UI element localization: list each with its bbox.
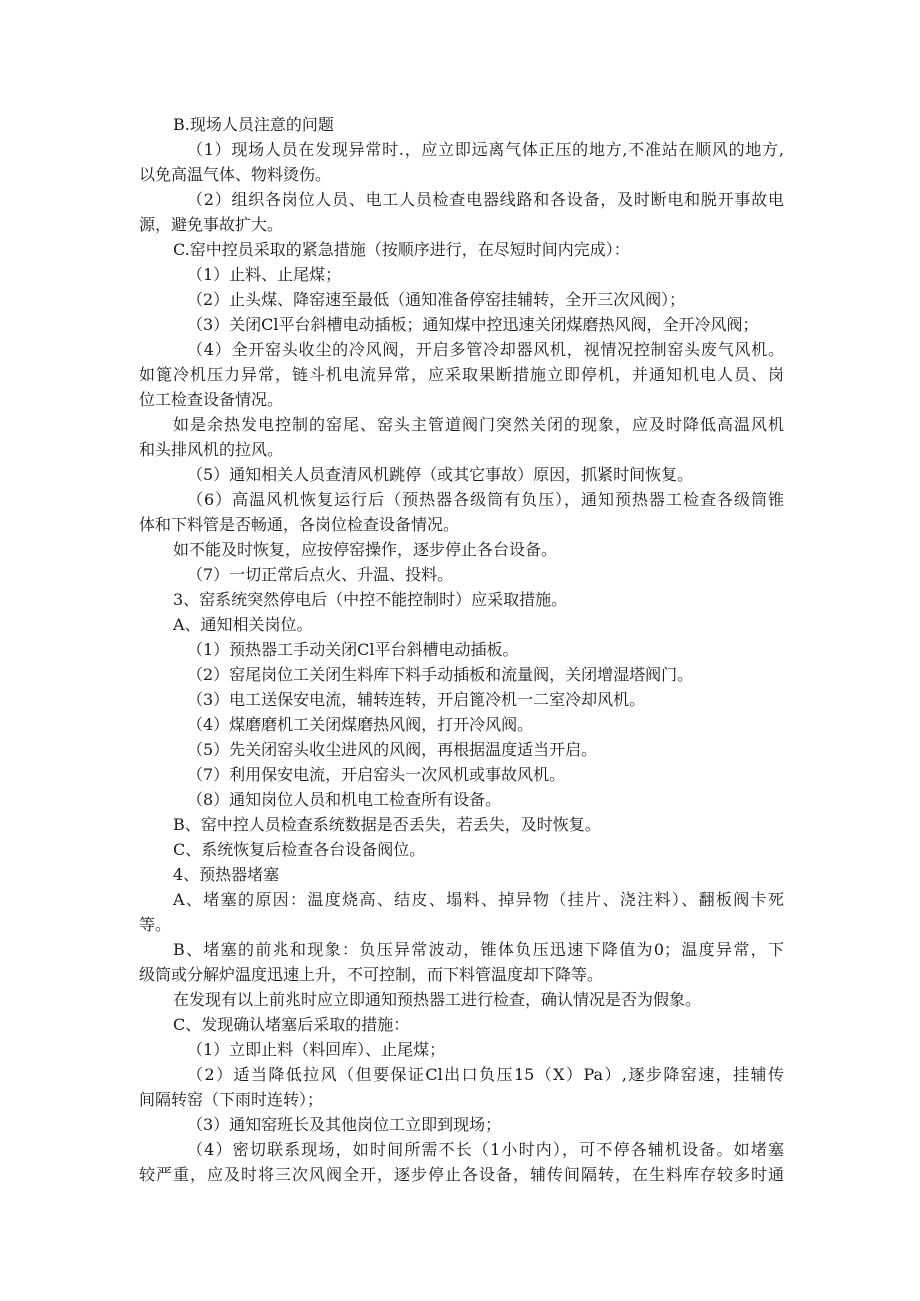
list-item: （3）关闭Cl平台斜槽电动插板；通知煤中控迅速关闭煤磨热风阀，全开冷风阀； [187,315,759,334]
paragraph-line: 间隔转窑（下雨时连转）； [139,1090,324,1109]
section-heading-a: A、通知相关岗位。 [173,615,313,634]
section-heading-b: B.现场人员注意的问题 [173,115,334,134]
paragraph-line: A、堵塞的原因：温度烧高、结皮、塌料、掉异物（挂片、浇注料）、翻板阀卡死 [173,890,784,909]
list-item: （6）高温风机恢复运行后（预热器各级筒有负压），通知预热器工检查各级筒锥 [187,490,784,509]
list-item: （5）通知相关人员查清风机跳停（或其它事故）原因，抓紧时间恢复。 [187,465,694,484]
paragraph-line: （1）现场人员在发现异常时.，应立即远离气体正压的地方,不准站在顺风的地方, [187,140,784,159]
paragraph-line: C、发现确认堵塞后采取的措施： [173,1015,410,1034]
paragraph-line: 源，避免事故扩大。 [139,215,284,234]
document-page [139,112,784,1187]
paragraph-line: 体和下料管是否畅通，各岗位检查设备情况。 [139,515,460,534]
list-item: （4）全开窑头收尘的冷风阀，开启多管冷却器风机，视情况控制窑头废气风机。 [187,340,784,359]
paragraph-line: 等。 [139,915,172,934]
list-item: （7）利用保安电流，开启窑头一次风机或事故风机。 [187,765,566,784]
list-item: （2）止头煤、降窑速至最低（通知准备停窑挂辅转，全开三次风阀）； [187,290,686,309]
list-item: （7）一切正常后点火、升温、投料。 [187,565,454,584]
list-item: （2）窑尾岗位工关闭生料库下料手动插板和流量阀，关闭增湿塔阀门。 [187,665,694,684]
paragraph-line: 在发现有以上前兆时应立即通知预热器工进行检查，确认情况是否为假象。 [173,990,702,1009]
paragraph-line: 位工检查设备情况。 [139,390,284,409]
paragraph-line: 级筒或分解炉温度迅速上升，不可控制，而下料管温度却下降等。 [139,965,604,984]
paragraph-line: B、堵塞的前兆和现象：负压异常波动，锥体负压迅速下降值为0；温度异常，下 [173,940,784,959]
paragraph-line: 和头排风机的拉风。 [139,440,284,459]
paragraph-line: C、系统恢复后检查各台设备阀位。 [173,840,426,859]
list-item: （3）通知窑班长及其他岗位工立即到现场； [187,1115,502,1134]
list-item: （1）预热器工手动关闭Cl平台斜槽电动插板。 [187,640,519,659]
list-item: （5）先关闭窑头收尘进风的风阀，再根据温度适当开启。 [187,740,598,759]
list-item: （1）止料、止尾煤； [187,265,342,284]
section-heading-c: C.窑中控员采取的紧急措施（按顺序进行，在尽短时间内完成）： [173,240,630,259]
paragraph-line: 如是余热发电控制的窑尾、窑头主管道阀门突然关闭的现象，应及时降低高温风机 [173,415,784,434]
paragraph-line: （2）组织各岗位人员、电工人员检查电器线路和各设备，及时断电和脱开事故电 [187,190,784,209]
list-item: （1）立即止料（料回库）、止尾煤； [187,1040,446,1059]
list-item: （3）电工送保安电流，辅转连转，开启篦冷机一二室冷却风机。 [187,690,646,709]
list-item: （4）密切联系现场，如时间所需不长（1小时内），可不停各辅机设备。如堵塞 [187,1140,784,1159]
list-item: （2）适当降低拉风（但要保证Cl出口负压15（X）Pa）,逐步降窑速，挂辅传 [187,1065,784,1084]
section-heading-4: 4、预热器堵塞 [173,865,280,884]
paragraph-line: 以免高温气体、物料烫伤。 [139,165,332,184]
list-item: （8）通知岗位人员和机电工检查所有设备。 [187,790,502,809]
paragraph-line: B、窑中控人员检查系统数据是否丢失，若丢失，及时恢复。 [173,815,601,834]
paragraph-line: 较严重，应及时将三次风阀全开，逐步停止各设备，辅传间隔转，在生料库存较多时通 [139,1165,784,1184]
section-heading-3: 3、窑系统突然停电后（中控不能控制时）应采取措施。 [173,590,568,609]
paragraph-line: 如不能及时恢复，应按停窑操作，逐步停止各台设备。 [173,540,558,559]
list-item: （4）煤磨磨机工关闭煤磨热风阀，打开冷风阀。 [187,715,534,734]
paragraph-line: 如篦冷机压力异常，链斗机电流异常，应采取果断措施立即停机，并通知机电人员、岗 [139,365,784,384]
